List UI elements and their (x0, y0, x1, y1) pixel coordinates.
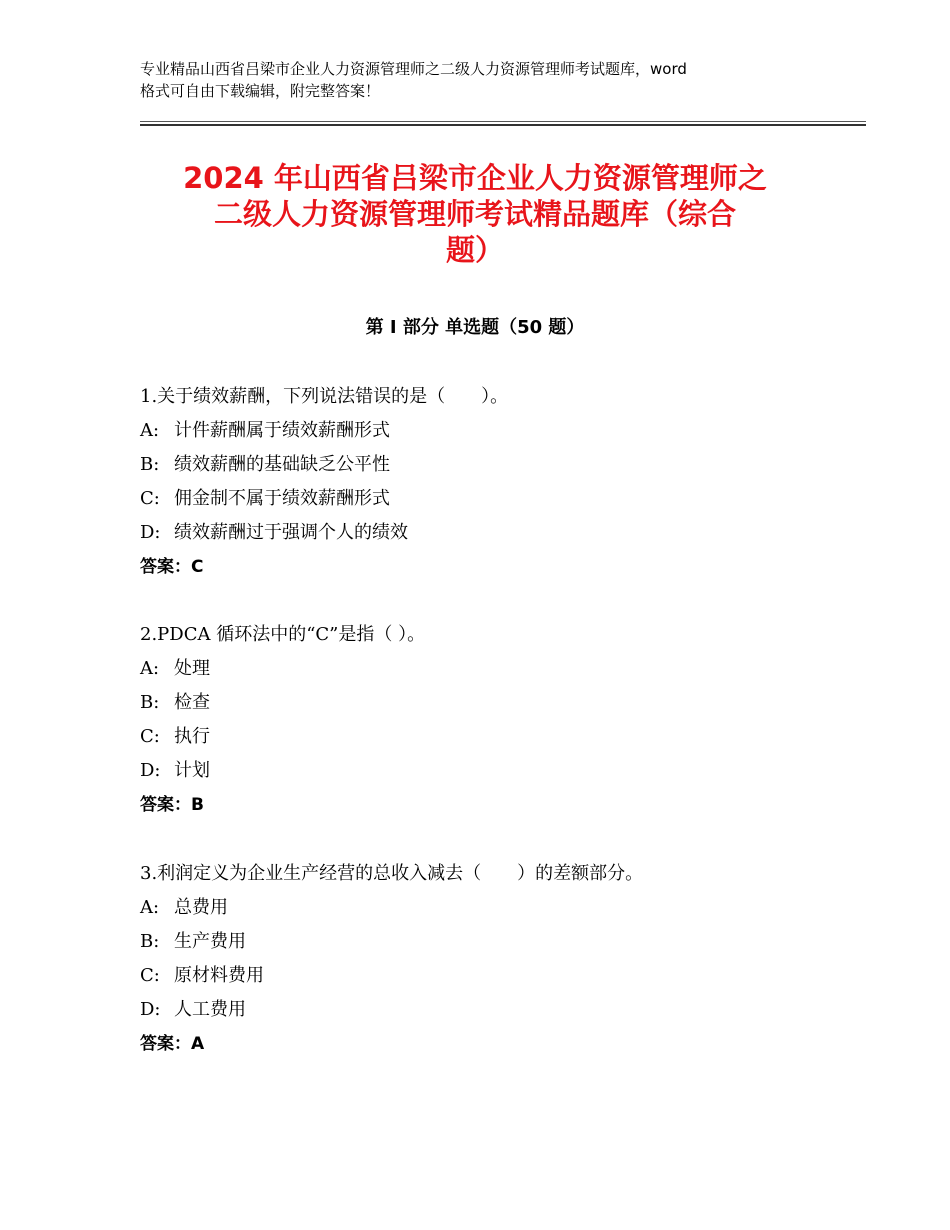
option-d (140, 754, 840, 788)
question-2 (140, 618, 840, 822)
option-letter: D: (140, 522, 161, 543)
option-letter: A: (140, 897, 160, 918)
answer-line: 答案：B (140, 795, 204, 815)
option-b (140, 448, 840, 482)
question-3 (140, 857, 840, 1061)
option-letter: B: (140, 931, 160, 952)
answer-line: 答案：A (140, 1034, 205, 1054)
option-c (140, 720, 840, 754)
option-text: 计件薪酬属于绩效薪酬形式 (174, 420, 390, 441)
header-note-line: 专业精品山西省吕梁市企业人力资源管理师之二级人力资源管理师考试题库，word (140, 60, 687, 78)
option-a (140, 652, 840, 686)
title-line: 二级人力资源管理师考试精品题库（综合 (213, 197, 736, 231)
option-letter: C: (140, 726, 160, 747)
header-divider (140, 121, 866, 126)
title-line: 2024 年山西省吕梁市企业人力资源管理师之 (183, 161, 767, 195)
section-heading: 第 I 部分 单选题（50 题） (365, 317, 585, 338)
option-text: 处理 (174, 658, 210, 679)
option-text: 计划 (174, 760, 210, 781)
option-letter: C: (140, 488, 160, 509)
option-letter: D: (140, 999, 161, 1020)
option-text: 总费用 (174, 897, 228, 918)
question-stem: 1.关于绩效薪酬，下列说法错误的是（ ）。 (140, 386, 509, 407)
option-text: 检查 (174, 692, 210, 713)
title-line: 题） (445, 233, 504, 267)
document-title (140, 160, 810, 268)
option-a (140, 891, 840, 925)
option-letter: B: (140, 454, 160, 475)
option-d (140, 993, 840, 1027)
option-text: 佣金制不属于绩效薪酬形式 (174, 488, 390, 509)
header-note (140, 58, 830, 102)
option-b (140, 925, 840, 959)
answer-line: 答案：C (140, 557, 204, 577)
option-d (140, 516, 840, 550)
option-text: 原材料费用 (174, 965, 264, 986)
option-letter: B: (140, 692, 160, 713)
option-text: 执行 (174, 726, 210, 747)
option-text: 生产费用 (174, 931, 246, 952)
option-a (140, 414, 840, 448)
header-note-line: 格式可自由下载编辑，附完整答案！ (140, 82, 381, 100)
option-letter: C: (140, 965, 160, 986)
option-letter: A: (140, 658, 160, 679)
option-c (140, 959, 840, 993)
question-stem: 2.PDCA 循环法中的“C”是指（ ）。 (140, 624, 426, 645)
option-letter: A: (140, 420, 160, 441)
question-1 (140, 380, 840, 584)
option-letter: D: (140, 760, 161, 781)
option-c (140, 482, 840, 516)
option-text: 绩效薪酬的基础缺乏公平性 (174, 454, 390, 475)
question-stem: 3.利润定义为企业生产经营的总收入减去（ ）的差额部分。 (140, 863, 644, 884)
option-text: 人工费用 (174, 999, 246, 1020)
option-b (140, 686, 840, 720)
option-text: 绩效薪酬过于强调个人的绩效 (174, 522, 408, 543)
